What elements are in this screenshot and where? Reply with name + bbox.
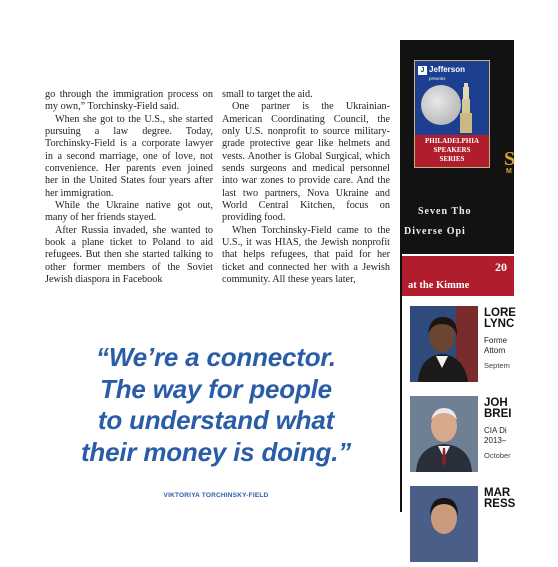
speaker-portrait-icon bbox=[410, 486, 478, 562]
speaker-role: Attorn bbox=[484, 346, 506, 355]
article-column-2 bbox=[222, 89, 390, 287]
pull-quote bbox=[40, 342, 392, 468]
series-logo bbox=[414, 60, 490, 168]
city-hall-tower-icon bbox=[459, 83, 473, 133]
paragraph: When she got to the U.S., she started pursuing a law degree. Today, Torchinsky-Field is a corporate lawyer in a second marriage, one of love, not convenience. Her parents even joined her in the United States four years after her immigration. bbox=[45, 113, 213, 199]
speaker-item[interactable] bbox=[402, 396, 514, 472]
speaker-name: BREI bbox=[484, 408, 512, 420]
paragraph: go through the immigration process on my own,” Torchinsky-Field said. bbox=[45, 89, 213, 113]
speaker-role: Forme bbox=[484, 336, 508, 345]
speaker-name: RESS bbox=[484, 498, 516, 510]
pull-quote-line: to understand what bbox=[97, 405, 335, 435]
speaker-name: LORE bbox=[484, 307, 516, 319]
pull-quote-line: their money is doing.” bbox=[80, 436, 352, 467]
paragraph: small to target the aid. bbox=[222, 89, 313, 100]
pull-quote-line: “We’re a connector. bbox=[96, 342, 336, 372]
tagline-line-1: Seven Tho bbox=[418, 206, 472, 217]
paragraph: While the Ukraine native got out, many of her friends stayed. bbox=[45, 200, 213, 224]
season-banner bbox=[402, 256, 514, 296]
article-column-1 bbox=[45, 89, 213, 287]
season-year: 20 bbox=[495, 260, 507, 274]
series-title bbox=[415, 135, 489, 167]
paragraph: After Russia invaded, she wanted to book a plane ticket to Poland to aid refugees. But then she started talking to other former members of the Soviet Jewish diaspora in Facebook bbox=[45, 224, 213, 286]
gold-subheading-fragment: M bbox=[506, 168, 512, 175]
series-title-line: PHILADELPHIA bbox=[424, 137, 480, 145]
series-title-line: SPEAKERS bbox=[433, 146, 471, 154]
speaker-name: LYNC bbox=[484, 318, 515, 330]
series-title-line: SERIES bbox=[439, 155, 465, 163]
ad-header bbox=[402, 40, 514, 254]
globe-icon bbox=[421, 85, 461, 125]
speaker-photo bbox=[410, 396, 478, 472]
speaker-role: 2013– bbox=[484, 436, 507, 445]
speaker-portrait-icon bbox=[410, 306, 478, 382]
speaker-name: JOH bbox=[484, 397, 508, 409]
venue-label: at the Kimme bbox=[408, 280, 470, 291]
jefferson-mark-icon: J bbox=[418, 66, 427, 75]
paragraph: One partner is the Ukrainian-American Coordinating Council, the only U.S. nonprofit to source military-grade protective gear like helmets and vests. Another is Global Surgical, which sends surgeons and medical personnel into war zones to provide care. And the last two partners, Nova Ukraine and World Central Kitchen, focus on providing food. bbox=[222, 101, 390, 224]
paragraph: When Torchinsky-Field came to the U.S., it was HIAS, the Jewish nonprofit that helps refugees, that paid for her ticket and connected her with a Jewish community. All these years later, bbox=[222, 224, 390, 286]
speaker-photo bbox=[410, 306, 478, 382]
speaker-date: Septem bbox=[484, 361, 510, 370]
presents-label: presents bbox=[429, 77, 446, 82]
speaker-date: October bbox=[484, 451, 511, 460]
jefferson-label: Jefferson bbox=[429, 65, 466, 74]
jefferson-logo bbox=[418, 65, 465, 75]
tagline-line-2: Diverse Opi bbox=[404, 226, 466, 237]
speaker-item[interactable] bbox=[402, 486, 514, 562]
speaker-role: CIA Di bbox=[484, 426, 507, 435]
speaker-portrait-icon bbox=[410, 396, 478, 472]
gold-heading-fragment: S bbox=[504, 148, 516, 170]
speakers-series-ad[interactable] bbox=[400, 40, 514, 512]
pull-quote-line: The way for people bbox=[100, 373, 332, 404]
speaker-photo bbox=[410, 486, 478, 562]
pull-quote-attribution: VIKTORIYA TORCHINSKY-FIELD bbox=[163, 492, 269, 499]
speaker-name: MAR bbox=[484, 487, 511, 499]
speaker-item[interactable] bbox=[402, 306, 514, 382]
